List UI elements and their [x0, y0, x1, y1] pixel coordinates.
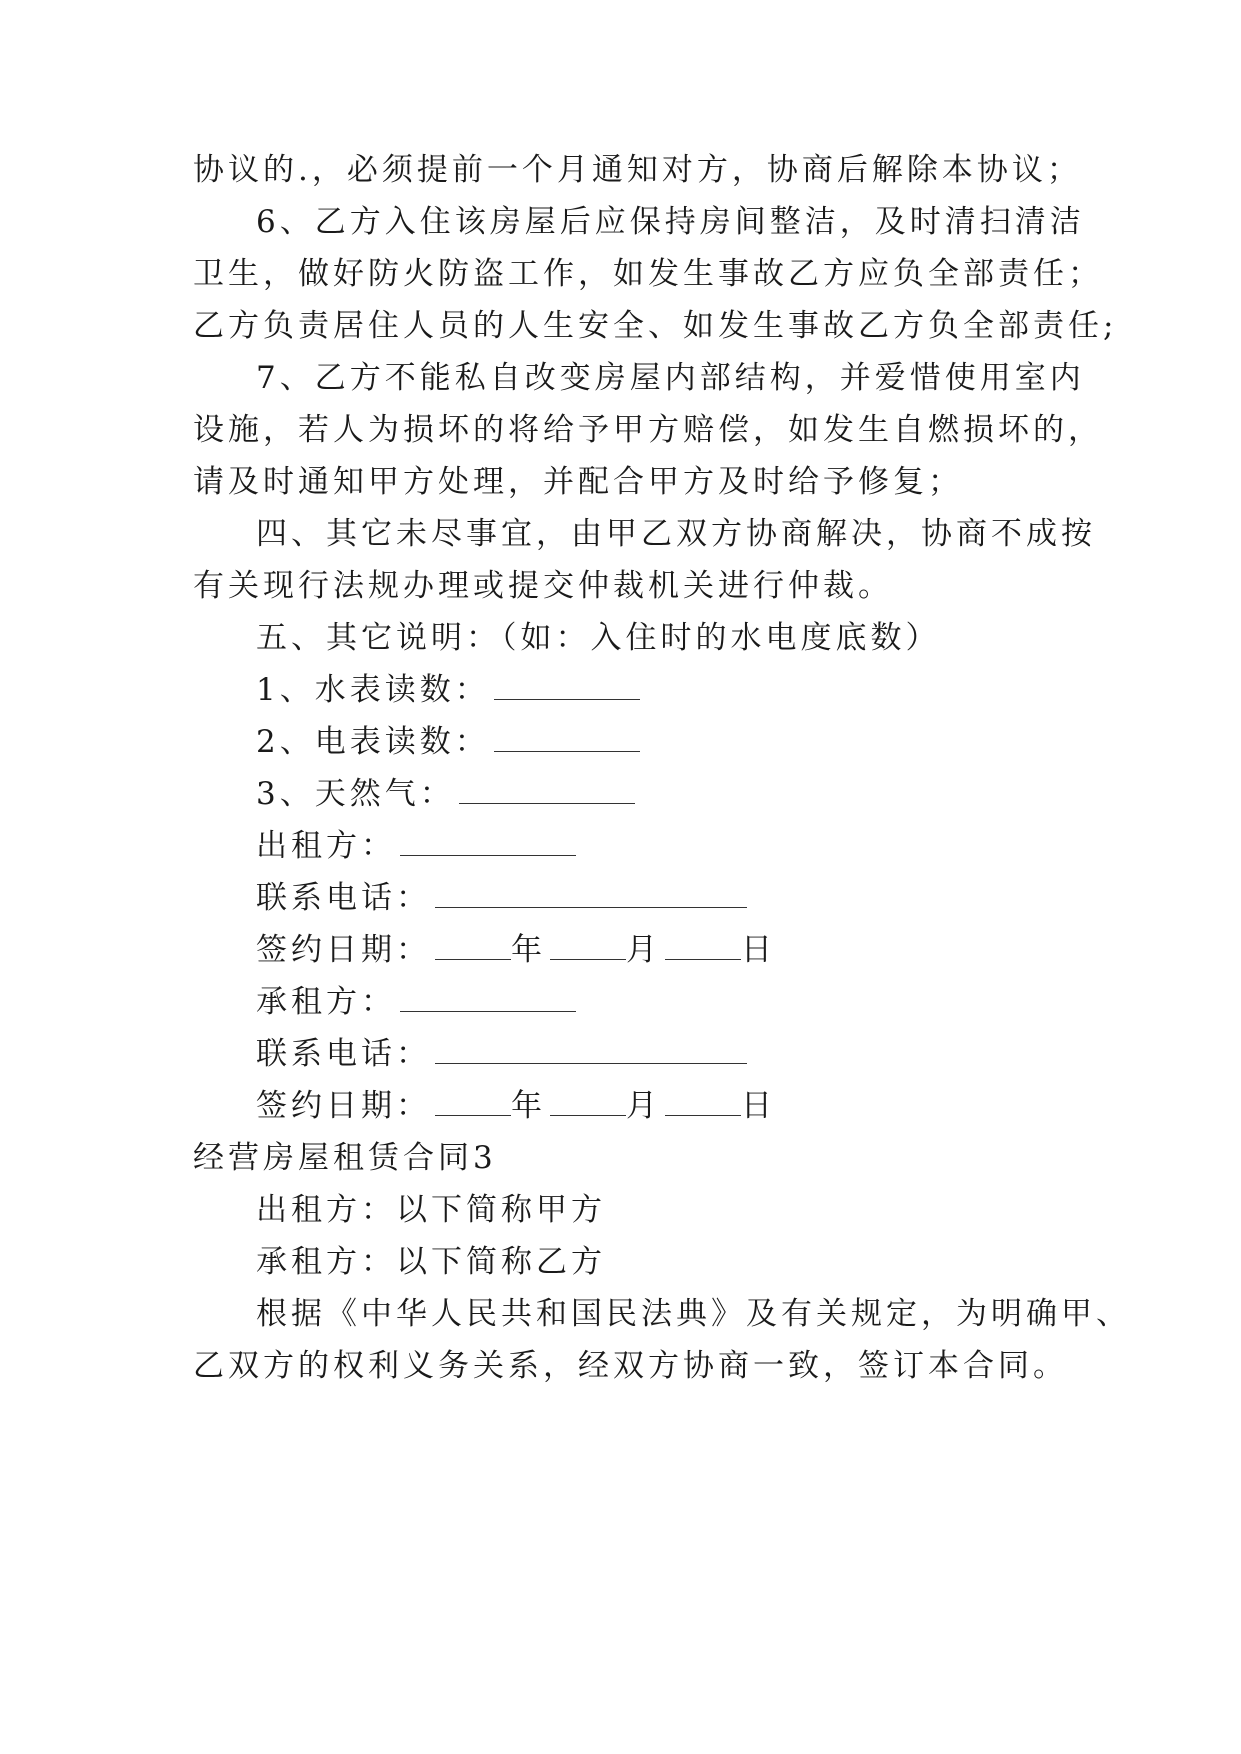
month-label: 月: [626, 932, 661, 968]
lessor-day-blank[interactable]: [665, 933, 741, 960]
lessee-label: 承租方：: [256, 984, 396, 1020]
electric-reading-row: [256, 722, 1136, 762]
lessor-blank[interactable]: [400, 829, 576, 856]
day-label: 日: [741, 932, 776, 968]
lessee-date-label: 签约日期：: [256, 1088, 431, 1124]
lessor-date-row: [256, 930, 1136, 970]
lessor-phone-row: [256, 878, 1136, 918]
month-label: 月: [626, 1088, 661, 1124]
lessee-phone-row: [256, 1034, 1136, 1074]
year-label: 年: [511, 1088, 546, 1124]
lessor-label: 出租方：: [256, 828, 396, 864]
contract-paragraph: 乙双方的权利义务关系，经双方协商一致，签订本合同。: [193, 1348, 1068, 1384]
lessor-year-blank[interactable]: [435, 933, 511, 960]
lessee-year-blank[interactable]: [435, 1089, 511, 1116]
day-label: 日: [741, 1088, 776, 1124]
text-line: 协议的.，必须提前一个月通知对方，协商后解除本协议；: [193, 152, 1082, 188]
text-line: 乙方负责居住人员的人生安全、如发生事故乙方负全部责任;: [193, 308, 1118, 344]
lessor-month-blank[interactable]: [550, 933, 626, 960]
gas-reading-label: 3、天然气：: [256, 776, 455, 812]
year-label: 年: [511, 932, 546, 968]
text-line: 设施，若人为损坏的将给予甲方赔偿，如发生自燃损坏的，: [193, 412, 1103, 448]
text-line: 四、其它未尽事宜，由甲乙双方协商解决，协商不成按: [256, 516, 1096, 552]
contract-lessee: 承租方：以下简称乙方: [256, 1244, 606, 1280]
text-line: 请及时通知甲方处理，并配合甲方及时给予修复；: [193, 464, 963, 500]
text-line: 7、乙方不能私自改变房屋内部结构，并爱惜使用室内: [256, 360, 1085, 396]
lessee-phone-label: 联系电话：: [256, 1036, 431, 1072]
text-line: 6、乙方入住该房屋后应保持房间整洁，及时清扫清洁: [256, 204, 1085, 240]
lessee-phone-blank[interactable]: [435, 1037, 747, 1064]
water-reading-row: [256, 670, 1136, 710]
contract-lessor: 出租方：以下简称甲方: [256, 1192, 606, 1228]
water-reading-label: 1、水表读数：: [256, 672, 490, 708]
text-line: 卫生，做好防火防盗工作，如发生事故乙方应负全部责任；: [193, 256, 1103, 292]
lessee-blank[interactable]: [400, 985, 576, 1012]
gas-reading-row: [256, 774, 1136, 814]
water-reading-blank[interactable]: [494, 673, 640, 700]
lessor-row: [256, 826, 1136, 866]
lessee-month-blank[interactable]: [550, 1089, 626, 1116]
lessor-phone-blank[interactable]: [435, 881, 747, 908]
contract-title: 经营房屋租赁合同3: [193, 1140, 497, 1176]
lessee-date-row: [256, 1086, 1136, 1126]
contract-paragraph: 根据《中华人民共和国民法典》及有关规定，为明确甲、: [256, 1296, 1131, 1332]
lessee-row: [256, 982, 1136, 1022]
text-line: 五、其它说明：（如：入住时的水电度底数）: [256, 620, 941, 656]
gas-reading-blank[interactable]: [459, 777, 635, 804]
electric-reading-label: 2、电表读数：: [256, 724, 490, 760]
lessee-day-blank[interactable]: [665, 1089, 741, 1116]
electric-reading-blank[interactable]: [494, 725, 640, 752]
lessor-date-label: 签约日期：: [256, 932, 431, 968]
lessor-phone-label: 联系电话：: [256, 880, 431, 916]
text-line: 有关现行法规办理或提交仲裁机关进行仲裁。: [193, 568, 893, 604]
